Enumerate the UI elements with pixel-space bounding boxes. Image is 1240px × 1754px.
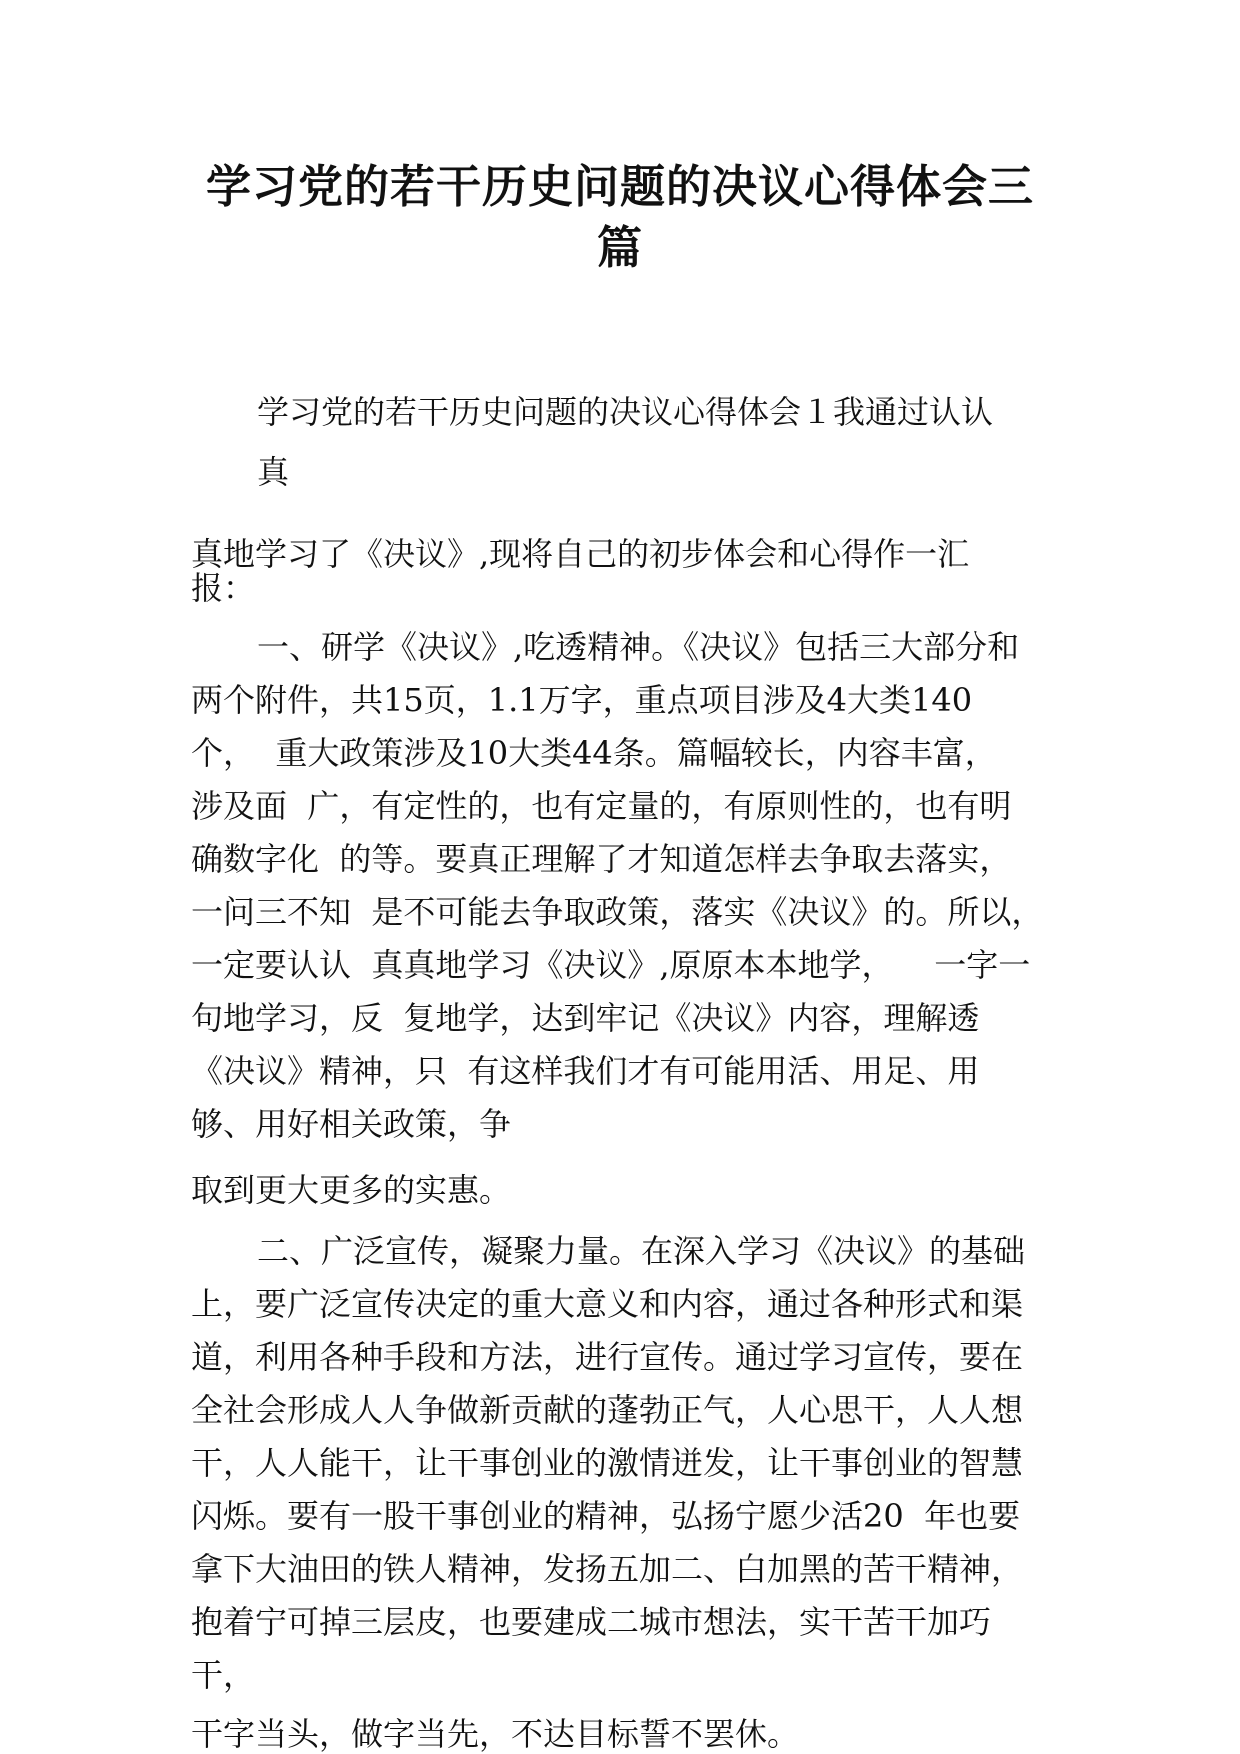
report-line-1: 真地学习了《决议》,现将自己的初步体会和心得作一汇 xyxy=(191,535,970,573)
section2-line-7: 拿下大油田的铁人精神，发扬五加二、白加黑的苦干精神， xyxy=(191,1550,1024,1588)
section2-line-9: 干， xyxy=(191,1656,256,1694)
section2-line-6: 闪烁。要有一股干事创业的精神，弘扬宁愿少活20 年也要 xyxy=(191,1497,1021,1535)
document-title-line-1: 学习党的若干历史问题的决议心得体会三 xyxy=(205,160,1034,213)
section2-end-line: 干字当头，做字当先，不达目标誓不罢休。 xyxy=(191,1715,800,1753)
intro-line-2: 真 xyxy=(257,453,290,491)
section2-line-1: 二、广泛宣传，凝聚力量。在深入学习《决议》的基础 xyxy=(257,1232,1026,1270)
section1-line-2: 两个附件，共15页，1.1万字，重点项目涉及4大类140 xyxy=(191,681,973,719)
section2-line-2: 上，要广泛宣传决定的重大意义和内容，通过各种形式和渠 xyxy=(191,1285,1024,1323)
section1-line-6: 一问三不知 是不可能去争取政策，落实《决议》的。所以， xyxy=(191,893,1044,931)
section2-line-5: 干，人人能干，让干事创业的激情迸发，让干事创业的智慧 xyxy=(191,1444,1024,1482)
section1-line-9: 《决议》精神，只 有这样我们才有可能用活、用足、用 xyxy=(191,1052,980,1090)
section1-end-line: 取到更大更多的实惠。 xyxy=(191,1171,512,1209)
section1-line-3: 个， 重大政策涉及10大类44条。篇幅较长，内容丰富， xyxy=(191,734,997,772)
section1-line-1: 一、研学《决议》,吃透精神。《决议》包括三大部分和 xyxy=(257,628,1020,666)
section1-line-5: 确数字化 的等。要真正理解了才知道怎样去争取去落实， xyxy=(191,840,1012,878)
section2-line-8: 抱着宁可掉三层皮，也要建成二城市想法，实干苦干加巧 xyxy=(191,1603,992,1641)
section2-line-4: 全社会形成人人争做新贡献的蓬勃正气，人心思干，人人想 xyxy=(191,1391,1024,1429)
document-title-line-2: 篇 xyxy=(596,221,643,274)
section1-line-10: 够、用好相关政策，争 xyxy=(191,1105,512,1143)
section1-line-7: 一定要认认 真真地学习《决议》,原原本本地学， 一字一 xyxy=(191,946,1031,984)
section1-line-4: 涉及面 广，有定性的，也有定量的，有原则性的，也有明 xyxy=(191,787,1012,825)
section1-line-8: 句地学习，反 复地学，达到牢记《决议》内容，理解透 xyxy=(191,999,980,1037)
intro-line-1: 学习党的若干历史问题的决议心得体会１我通过认认 xyxy=(257,393,994,431)
section2-line-3: 道，利用各种手段和方法，进行宣传。通过学习宣传，要在 xyxy=(191,1338,1024,1376)
report-line-2: 报： xyxy=(191,569,256,607)
